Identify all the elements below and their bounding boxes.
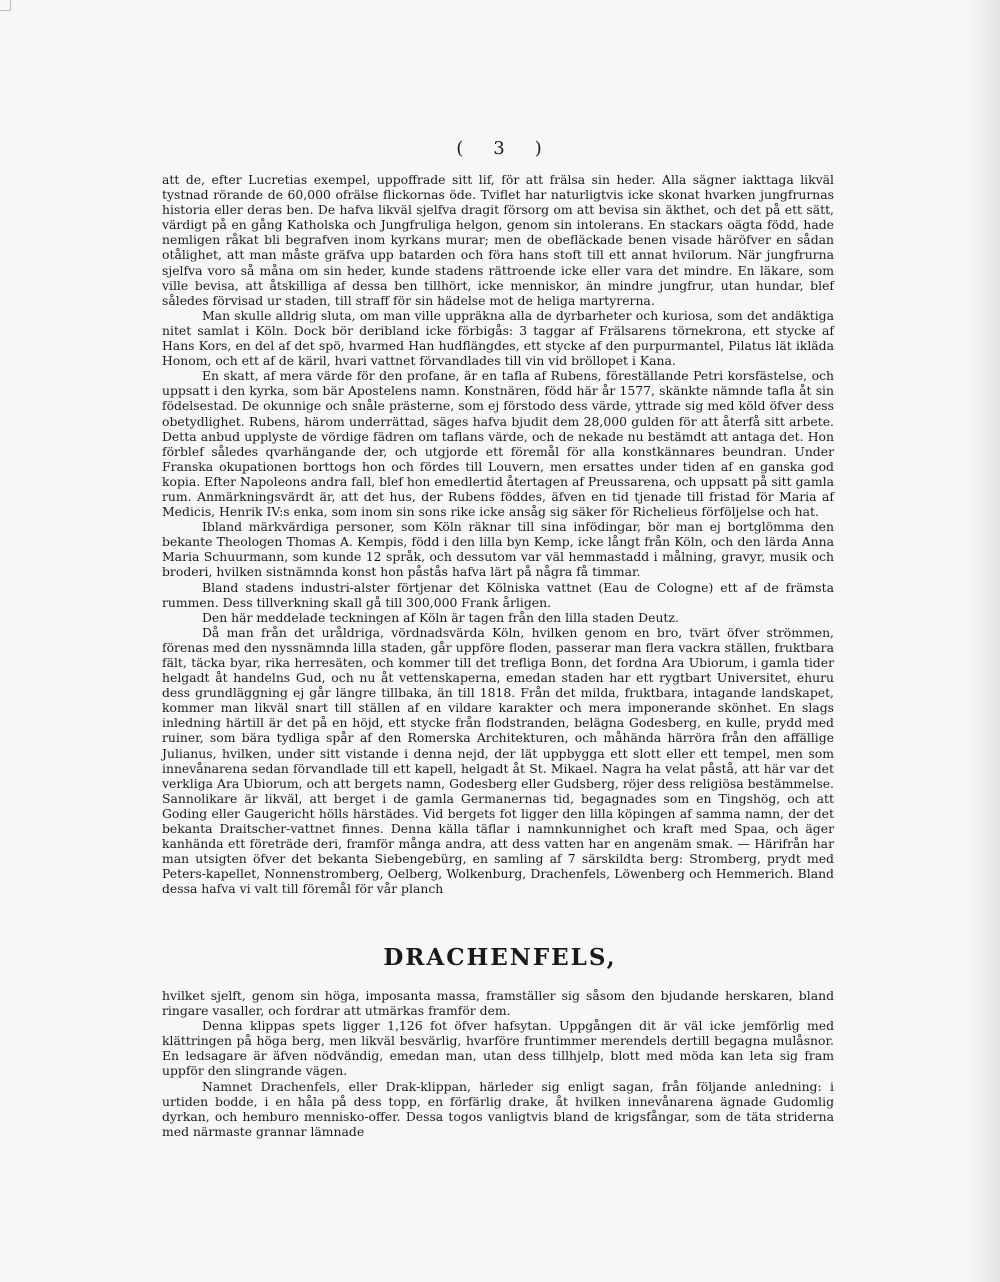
page-number-value: 3	[493, 138, 507, 159]
paragraph: hvilket sjelft, genom sin höga, imposanta massa, framställer sig såsom den bjudande herskaren, bland ringare vasaller, och fordrar att utmärkas framför dem.	[162, 988, 834, 1019]
body-text-section-2	[162, 988, 834, 1139]
paragraph: Den här meddelade teckningen af Köln är tagen från den lilla staden Deutz.	[202, 609, 679, 625]
paragraph: En skatt, af mera värde för den profane, är en tafla af Rubens, föreställande Petri korsfästelse, och uppsatt i den kyrka, som bär Apostelens namn. Konstnären, född här år 1577, skänkte nämnde tafla åt sin födelsestad. De okunnige och snåle prästerne, som ej förstodo dess värde, yttrade sig med köld öfver dess obetydlighet. Rubens, härom underrättad, säges hafva bjudit dem 28,000 gulden för att återfå sitt arbete. Detta anbud upplyste de vördige fädren om taflans värde, och de nekade nu bestämdt att antaga det. Hon förblef således qvarhängande der, och utgjorde ett föremål för alla konstkännares beundran. Under Franska okupationen borttogs hon och fördes till Louvern, men ersattes under tiden af en ganska god kopia. Efter Napoleons andra fall, blef hon emedlertid återtagen af Preussarena, och uppsatt på sitt gamla rum. Anmärkningsvärdt är, att det hus, der Rubens föddes, äfven en tid tjenade till fristad för Maria af Medicis, Henrik IV:s enka, som inom sin sons rike icke ansåg sig säker för Richelieus förföljelse och hat.	[162, 368, 834, 520]
crop-mark	[0, 0, 11, 11]
paragraph: Ibland märkvärdiga personer, som Köln räknar till sina infödingar, bör man ej bortglömma den bekante Theologen Thomas A. Kempis, född i den lilla byn Kemp, icke långt från Köln, och den lärda Anna Maria Schuurmann, som kunde 12 språk, och dessutom var väl hemmastadd i målning, gravyr, musik och broderi, hvilken sistnämnda konst hon påstås hafva lärt på några få timmar.	[162, 519, 834, 580]
page-number-open-paren: (	[456, 138, 466, 159]
section-heading: DRACHENFELS,	[383, 944, 617, 971]
paragraph: Namnet Drachenfels, eller Drak-klippan, härleder sig enligt sagan, från följande anledning: i urtiden bodde, i en håla på dess topp, en förfärlig drake, åt hvilken innevånarena ägnade Gudomlig dyrkan, och hemburo mennisko-offer. Dessa togos vanligtvis bland de krigsfångar, som de täta striderna med närmaste grannar lämnade	[162, 1078, 834, 1139]
paragraph: Bland stadens industri-alster förtjenar det Kölniska vattnet (Eau de Cologne) ett af de främsta rummen. Dess tillverkning skall gå till 300,000 Frank årligen.	[162, 579, 834, 610]
page-number-close-paren: )	[534, 138, 544, 159]
page-edge-shadow	[968, 0, 1000, 1282]
paragraph: Denna klippas spets ligger 1,126 fot öfver hafsytan. Uppgången dit är väl icke jemförlig med klättringen på höga berg, men likväl besvärlig, hvarföre fruntimmer merendels dertill begagna mulåsnor. En ledsagare är äfven nödvändig, emedan man, utan dess tillhjelp, blott med möda kan leta sig fram uppför den slingrande vägen.	[162, 1018, 834, 1079]
paragraph: Man skulle alldrig sluta, om man ville uppräkna alla de dyrbarheter och kuriosa, som det andäktiga nitet samlat i Köln. Dock bör deribland icke förbigås: 3 taggar af Frälsarens törnekrona, ett stycke af Hans Kors, en del af det spö, hvarmed Han hudflängdes, ett stycke af den purpurmantel, Pilatus lät ikläda Honom, och ett af de käril, hvari vattnet förvandlades till vin vid bröllopet i Kana.	[162, 307, 834, 369]
paragraph: Då man från det uråldriga, vördnadsvärda Köln, hvilken genom en bro, tvärt öfver strömmen, förenas med den nyssnämnda lilla staden, går uppföre floden, passerar man flera vackra ställen, fruktbara fält, täcka byar, rika herresäten, och kommer till det trefliga Bonn, det fordna Ara Ubiorum, i gamla tider helgadt åt handelns Gud, och nu åt vettenskaperna, emedan staden har ett rygtbart Universitet, ehuru dess grundläggning ej går längre tillbaka, än till 1818. Från det milda, fruktbara, intagande landskapet, kommer man likväl snart till ställen af en vildare karakter och mera imponerande skönhet. En slags inledning härtill är det på en höjd, ett stycke från flodstranden, belägna Godesberg, en kulle, prydd med ruiner, som bära tydliga spår af den Romerska Architekturen, och måhända härröra från den affällige Julianus, hvilken, under sitt vistande i denna nejd, der lät uppbygga ett slott eller ett tempel, men som innevånarena sedan förvandlade till ett kapell, helgadt åt St. Mikael. Nagra ha velat påstå, att här var det verkliga Ara Ubiorum, och att bergets namn, Godesberg eller Gudsberg, röjer dess religiösa bestämmelse. Sannolikare är likväl, att berget i de gamla Germanernas tid, begagnades som en Tingshög, och att Goding eller Gaugericht hölls härstädes. Vid bergets fot ligger den lilla köpingen af samma namn, der det bekanta Draitscher-vattnet finnes. Denna källa täflar i namnkunnighet och kraft med Spaa, och äger kanhända ett företräde deri, framför många andra, att dess vatten har en angenäm smak. — Härifrån har man utsigten öfver det bekanta Siebengebürg, en samling af 7 särskildta berg: Stromberg, prydt med Peters-kapellet, Nonnenstromberg, Oelberg, Wolkenburg, Drachenfels, Löwenberg och Hemmerich. Bland dessa hafva vi valt till föremål för vår planch	[162, 624, 834, 897]
page-number	[0, 138, 1000, 159]
paragraph: att de, efter Lucretias exempel, uppoffrade sitt lif, för att frälsa sin heder. Alla sägner iakttaga likväl tystnad rörande de 60,000 ofrälse flickornas öde. Tviflet har naturligtvis icke skonat hvarken jungfrurnas historia eller deras ben. De hafva likväl sjelfva dragit försorg om att bevisa sin äkthet, och det på ett sätt, värdigt på en gång Katholska och Jungfruliga helgon, genom sin intolerans. En stackars oägta född, hade nemligen råkat bli begrafven inom kyrkans murar; men de obefläckade benen visade häröfver en sådan otålighet, att man måste gräfva upp batarden och föra hans stoft till ett annat hvilorum. När jungfrurna sjelfva voro så måna om sin heder, kunde stadens rättroende icke eller vara det mindre. En läkare, som ville bevisa, att åtskilliga af dessa ben tillhört, icke menniskor, än mindre jungfrur, utan hundar, blef således förvisad ur staden, till straff för sin hädelse mot de heliga martyrerna.	[162, 172, 834, 308]
body-text-section-1	[162, 172, 834, 897]
